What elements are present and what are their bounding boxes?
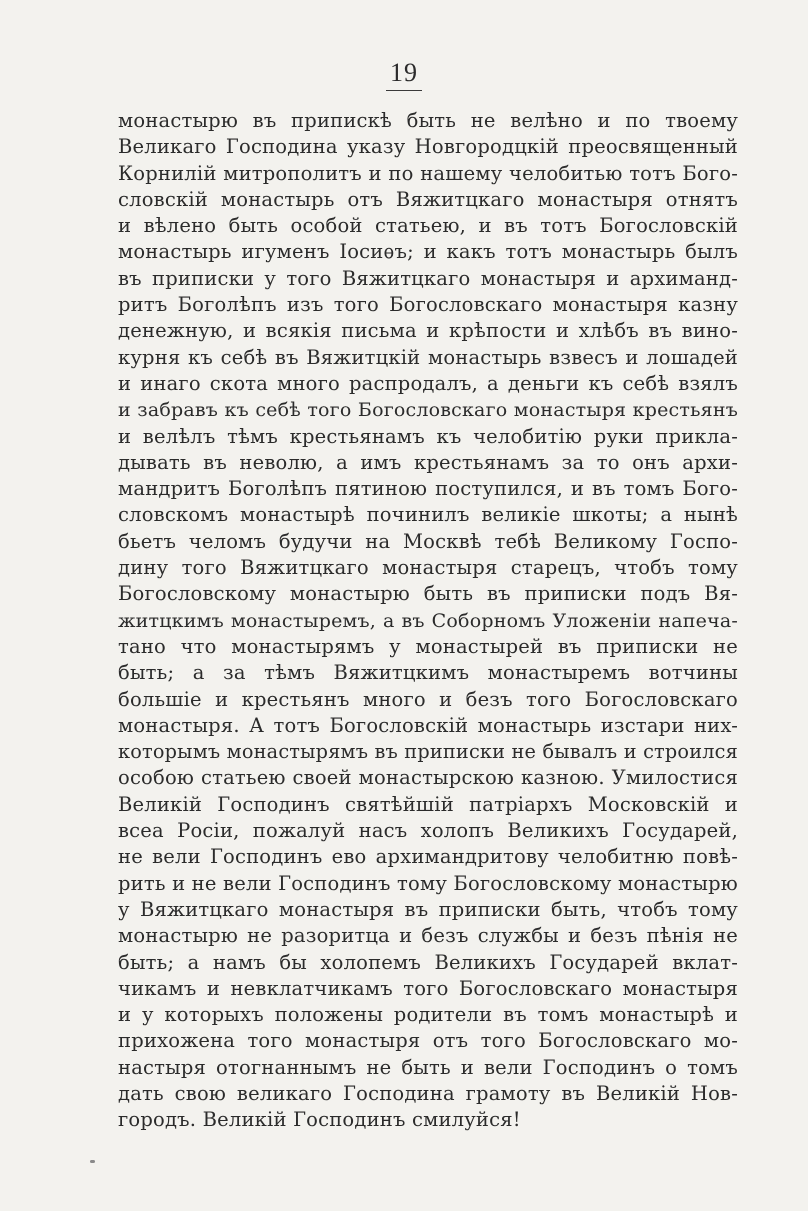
text-line: всеа Росіи, пожалуй насъ холопъ Великихъ Государей, [118, 819, 738, 843]
text-line: чикамъ и невклатчикамъ того Богословскаго монастыря [118, 976, 738, 1000]
text-line: монастырю въ припискѣ быть не велѣно и по твоему [118, 109, 738, 132]
text-line: ритъ Боголѣпъ изъ того Богословскаго монастыря казну [118, 293, 738, 317]
text-line: денежную, и всякія письма и крѣпости и хлѣбъ въ вино- [118, 319, 738, 343]
text-line: Великій Господинъ святѣйшій патріархъ Московскій и [118, 792, 738, 816]
text-line: и у которыхъ положены родители въ томъ монастырѣ и [118, 1003, 738, 1027]
text-line: настыря отогнаннымъ не быть и вели Господинъ о томъ [118, 1055, 738, 1079]
body-text [118, 108, 738, 1134]
text-line: которымъ монастырямъ въ приписки не бывалъ и строился [118, 740, 738, 764]
text-line: у Вяжитцкаго монастыря въ приписки быть, чтобъ тому [118, 897, 738, 921]
text-line: и инаго скота много распродалъ, а деньги къ себѣ взялъ [118, 371, 738, 395]
text-line: особою статьею своей монастырскою казною. Умилостися [118, 766, 738, 790]
text-line: словскій монастырь отъ Вяжитцкаго монастыря отнятъ [118, 187, 738, 211]
text-line: монастырю не разоритца и безъ службы и безъ пѣнія не [118, 924, 738, 948]
text-line: не вели Господинъ ево архимандритову челобитню повѣ- [118, 845, 738, 869]
text-line: бьетъ челомъ будучи на Москвѣ тебѣ Великому Госпо- [118, 529, 738, 553]
text-line: Богословскому монастырю быть въ приписки подъ Вя- [118, 582, 738, 606]
text-line: быть; а за тѣмъ Вяжитцкимъ монастыремъ вотчины [118, 661, 738, 685]
text-line: житцкимъ монастыремъ, а въ Соборномъ Уложеніи напеча- [118, 609, 738, 632]
print-speck [90, 1160, 95, 1163]
text-line: быть; а намъ бы холопемъ Великихъ Государей вклат- [118, 950, 738, 974]
text-line: монастыря. А тотъ Богословскій монастырь изстари ниx- [118, 713, 738, 737]
text-line: и забравъ къ себѣ того Богословскаго монастыря крестьянъ [118, 399, 738, 422]
text-line: въ приписки у того Вяжитцкаго монастыря и архиманд- [118, 266, 738, 290]
text-line: Великаго Господина указу Новгородцкій преосвященный [118, 135, 738, 159]
text-line: большіе и крестьянъ много и безъ того Богословскаго [118, 687, 738, 711]
text-line: дину того Вяжитцкаго монастыря старецъ, чтобъ тому [118, 556, 738, 580]
text-line: городъ. Великій Господинъ смилуйся! [118, 1108, 521, 1132]
text-line: Корнилій митрополитъ и по нашему челобитью тотъ Бого- [118, 161, 738, 185]
text-line: курня къ себѣ въ Вяжитцкій монастырь взвесъ и лошадей [118, 345, 738, 369]
text-line: прихожена того монастыря отъ того Богословскаго мо- [118, 1029, 738, 1053]
page-number: 19 [0, 58, 808, 91]
text-line: рить и не вели Господинъ тому Богословскому монастырю [118, 871, 738, 895]
text-line: дывать въ неволю, а имъ крестьянамъ за то онъ архи- [118, 450, 738, 474]
text-line: тано что монастырямъ у монастырей въ приписки не [118, 634, 738, 658]
text-line: дать свою великаго Господина грамоту въ Великій Нов- [118, 1081, 738, 1105]
text-line: и велѣлъ тѣмъ крестьянамъ къ челобитію руки прикла- [118, 424, 738, 448]
text-line: мандритъ Боголѣпъ пятиною поступился, и въ томъ Бого- [118, 477, 738, 501]
text-line: монастырь игуменъ Іосиѳъ; и какъ тотъ монастырь былъ [118, 240, 738, 264]
text-line: и вѣлено быть особой статьею, и въ тотъ Богословскій [118, 214, 738, 238]
text-line: словскомъ монастырѣ починилъ великіе шкоты; а нынѣ [118, 503, 738, 527]
